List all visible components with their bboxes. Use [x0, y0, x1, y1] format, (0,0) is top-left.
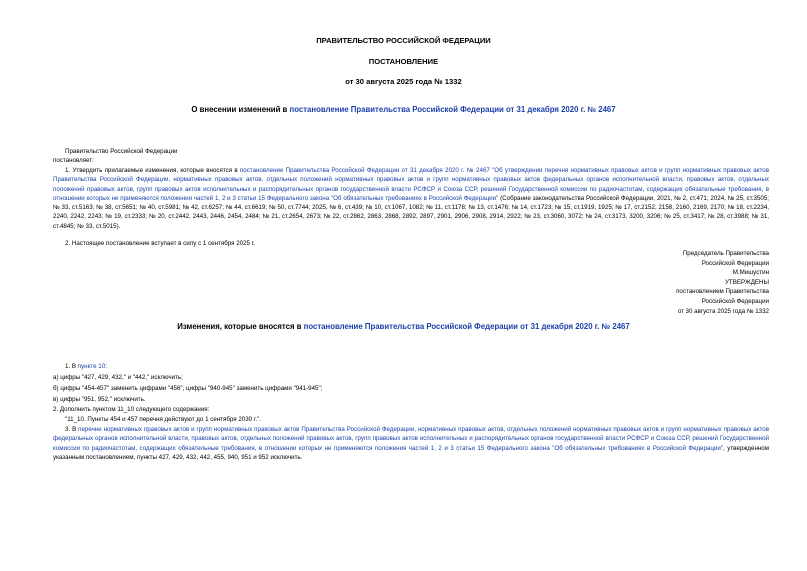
change-3-list-link[interactable]: перечне нормативных правовых актов и групп нормативных правовых актов Правительства Российской Федерации, нормативных правовых актов, отдельных положений нормативных правовых актов и групп нормативных правовых актов федеральных органов исполнительной власти, правовых актов, отдельных положений правовых актов, групп правовых актов исполнительных и распорядительных органов государственной власти РСФСР и Союза ССР, решений Государственной комиссии по радиочастотам, содержащих обязательные требования, в отношении которых не применяются положения частей 1, 2 и 3 статьи 15 Федерального закона "Об обязательных требованиях в Российской Федерации" — [53, 426, 769, 452]
paragraph-1 — [53, 166, 769, 231]
changes-title-prefix: Изменения, которые вносятся в — [177, 322, 304, 331]
document-type: ПОСТАНОВЛЕНИЕ — [368, 57, 439, 66]
paragraph-1-sources: (Собрание законодательства Российской Федерации, 2021, № 2, ст.471; 2024, № 25, ст.3505; № 33, ст.5163; № 38, ст.5651; № 40, ст.5981; № 42, ст.6257; № 44, ст.6619; № 50, ст.7744; 2025, № 6, ст.439; № 10, ст.1067, 1082; № 11, ст.1178; № 13, ст.1476; № 14, ст.1723; № 15, ст.1919, 1925; № 17, ст.2152, 2158, 2160, 2169, 2170; № 18, ст.2234, 2240, 2242, 2243; № 19, ст.2333; № 20, ст.2442, 2443, 2446, 2454, 2484; № 21, ст.2654, 2673; № 22, ст.2862, 2863, 2868, 2892, 2897, 2901, 2906, 2908, 2914, 2922; № 23, ст.3060, 3072; № 24, ст.3173, 3200, 3206; № 25, ст.3417; № 28, ст.3988; № 31, ст.4845; № 33, ст.5015). — [53, 194, 769, 230]
preamble-line-1: Правительство Российской Федерации — [65, 148, 178, 155]
change-3-prefix: 3. В — [65, 426, 79, 433]
change-1 — [65, 362, 107, 371]
signature-name: М.Мишустин — [732, 269, 769, 277]
change-1-v: в) цифры "951, 952," исключить. — [53, 396, 146, 403]
document-date-number: от 30 августа 2025 года № 1332 — [345, 77, 462, 86]
point-10-link[interactable]: пункте 10 — [77, 363, 106, 370]
preamble-line-2: постановляет: — [53, 157, 94, 164]
approved-by: постановлением Правительства — [676, 288, 769, 296]
paragraph-2: 2. Настоящее постановление вступает в силу с 1 сентября 2025 г. — [65, 240, 255, 247]
signature-block — [676, 249, 769, 316]
approved-label: УТВЕРЖДЕНЫ — [725, 278, 769, 286]
changes-title — [0, 322, 807, 331]
change-2-quote: "11_10. Пункты 454 и 457 перечня действуют до 1 сентября 2030 г.". — [65, 416, 261, 423]
approved-organization: Российской Федерации — [701, 297, 769, 305]
government-heading: ПРАВИТЕЛЬСТВО РОССИЙСКОЙ ФЕДЕРАЦИИ — [316, 36, 491, 45]
document-title-link[interactable]: постановление Правительства Российской Федерации от 31 декабря 2020 г. № 2467 — [289, 105, 616, 114]
paragraph-1-intro: 1. Утвердить прилагаемые изменения, которые вносятся в — [65, 167, 240, 174]
changes-title-link[interactable]: постановление Правительства Российской Федерации от 31 декабря 2020 г. № 2467 — [303, 322, 630, 331]
signature-organization: Российской Федерации — [701, 259, 769, 267]
change-1-suffix: : — [105, 363, 107, 370]
signature-position: Председатель Правительства — [682, 250, 769, 257]
change-1-prefix: 1. В — [65, 363, 78, 370]
change-1-b: б) цифры "454-457" заменить цифрами "456", цифры "940-945" заменить цифрами "941-945"; — [53, 385, 323, 392]
change-3 — [53, 425, 769, 462]
approved-date: от 30 августа 2025 года № 1332 — [677, 307, 769, 315]
change-2: 2. Дополнить пунктом 11_10 следующего содержания: — [53, 406, 210, 413]
paragraph-1-resolution-link[interactable]: постановление Правительства Российской Федерации от 31 декабря 2020 г. № 2467 "Об утверждении перечня нормативных правовых актов и групп нормативных правовых актов Правительства Российской Федерации, нормативных правовых актов, отдельных положений нормативных правовых актов и групп нормативных правовых актов федеральных органов исполнительной власти, правовых актов, отдельных положений правовых актов, групп правовых актов исполнительных и распорядительных органов государственной власти РСФСР и Союза ССР, решений Государственной комиссии по радиочастотам, содержащих обязательные требования, в отношении которых не применяются положения частей 1, 2 и 3 статьи 15 Федерального закона "Об обязательных требованиях в Российской Федерации" — [53, 167, 769, 202]
document-title — [0, 105, 807, 114]
change-1-a: а) цифры "427, 429, 432," и "442," исключить; — [53, 374, 183, 381]
document-title-prefix: О внесении изменений в — [191, 105, 290, 114]
change-3-suffix: , утвержденном указанным постановлением, пункты 427, 429, 432, 442, 455, 940, 951 и 952 исключить. — [53, 444, 769, 461]
